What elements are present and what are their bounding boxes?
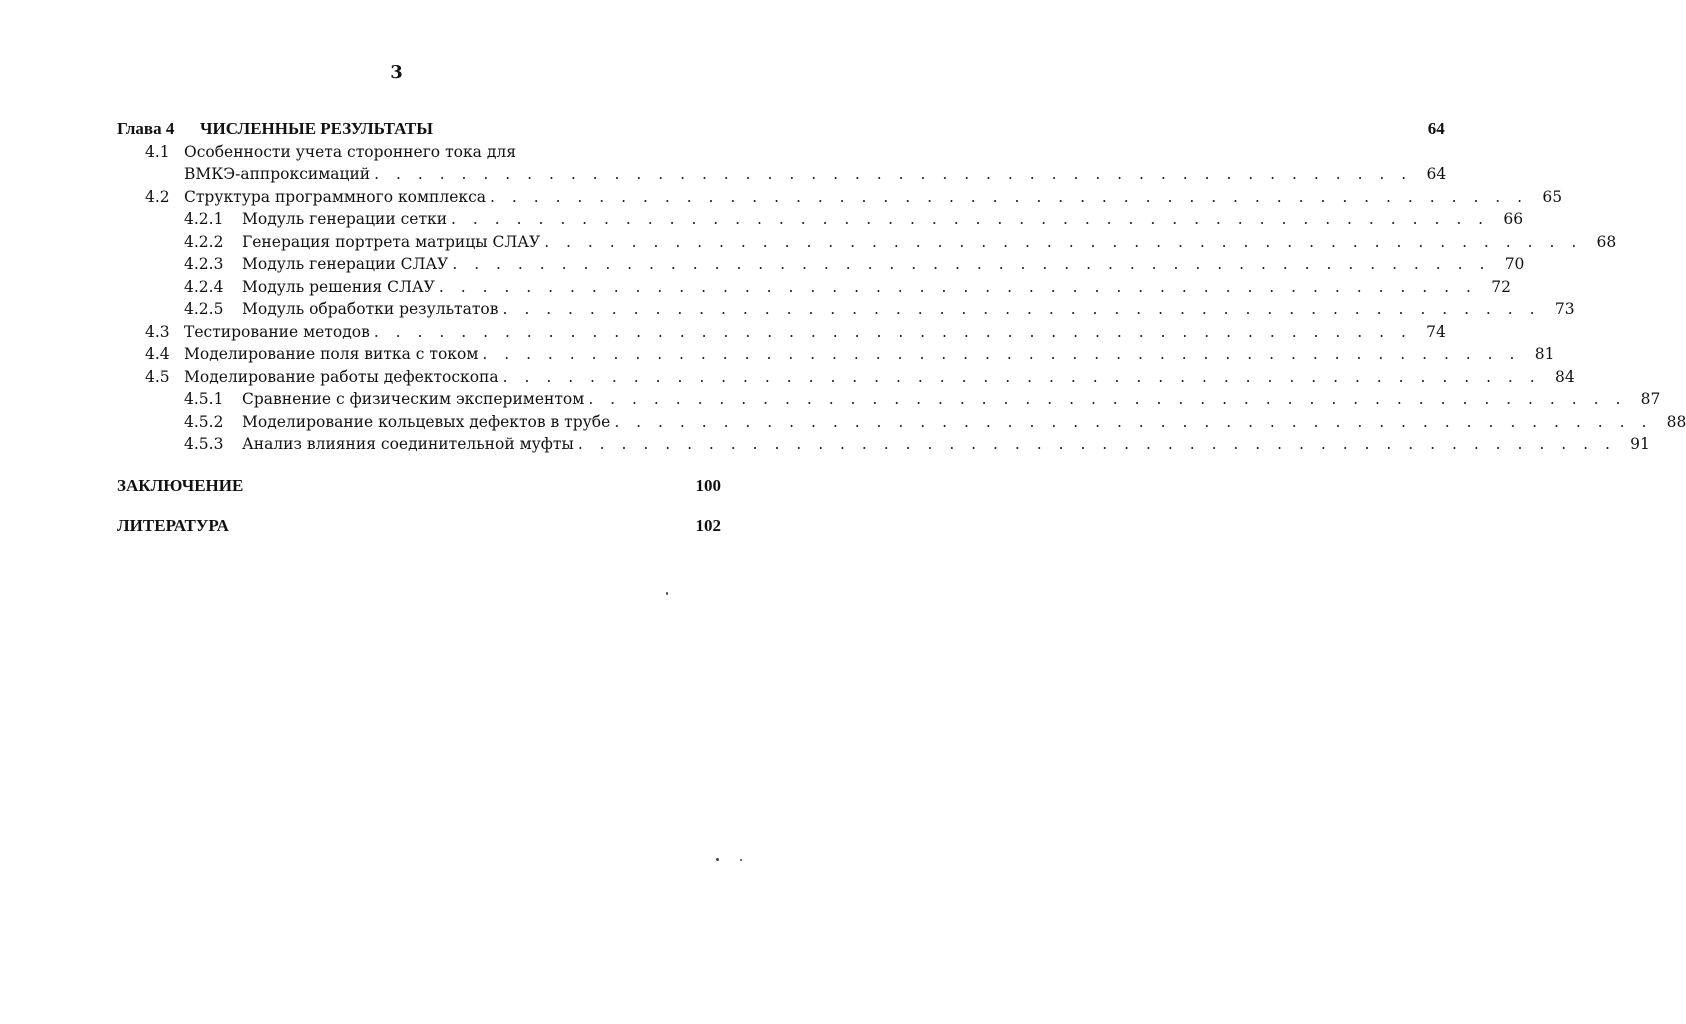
conclusion-page: 100 bbox=[695, 476, 721, 495]
scan-speck bbox=[740, 859, 742, 861]
entry-title: Модуль решения СЛАУ bbox=[242, 277, 435, 296]
chapter-title: ЧИСЛЕННЫЕ РЕЗУЛЬТАТЫ bbox=[200, 119, 433, 138]
toc-entry-4-2-4 bbox=[117, 276, 1511, 299]
scan-speck bbox=[666, 592, 668, 595]
entry-title: Модуль генерации сетки bbox=[242, 210, 448, 228]
entry-title: Модуль генерации СЛАУ bbox=[242, 255, 449, 273]
conclusion-title: ЗАКЛЮЧЕНИЕ bbox=[117, 476, 244, 495]
toc-entry-4-2-1 bbox=[117, 208, 1524, 231]
entry-number: 4.2.4 bbox=[184, 277, 224, 296]
dot-leader: . . . . . . . . . . . . . . . . . . . . . . . . . . . . . . . . . . . . . . . . . . . . . . . . bbox=[482, 345, 1521, 363]
entry-page: 84 bbox=[1554, 367, 1575, 386]
entry-number: 4.2.5 bbox=[184, 300, 224, 318]
entry-title: ВМКЭ-аппроксимаций bbox=[184, 165, 371, 183]
references-page: 102 bbox=[695, 516, 721, 535]
toc-entry-4-5 bbox=[117, 366, 1575, 389]
entry-number: 4.5.2 bbox=[184, 412, 224, 431]
entry-page: 68 bbox=[1596, 232, 1617, 251]
table-of-contents bbox=[117, 118, 1686, 456]
dot-leader: . . . . . . . . . . . . . . . . . . . . . . . . . . . . . . . . . . . . . . . . . . . . . . . . bbox=[452, 255, 1491, 273]
entry-page: 88 bbox=[1666, 412, 1686, 431]
entry-number: 4.5.3 bbox=[184, 435, 224, 453]
entry-number: 4.2.2 bbox=[184, 232, 224, 251]
entry-number: 4.2.3 bbox=[184, 255, 224, 273]
entry-number: 4.1 bbox=[145, 142, 170, 161]
entry-title: Моделирование работы дефектоскопа bbox=[184, 367, 499, 386]
entry-title: Анализ влияния соединительной муфты bbox=[242, 435, 574, 453]
dot-leader: . . . . . . . . . . . . . . . . . . . . . . . . . . . . . . . . . . . . . . . . . . . . . . . . bbox=[614, 412, 1653, 431]
toc-entry-4-1 bbox=[117, 141, 721, 164]
entry-page: 72 bbox=[1491, 277, 1511, 296]
toc-entry-4-5-3 bbox=[117, 433, 1650, 456]
entry-title: Моделирование кольцевых дефектов в трубе bbox=[242, 412, 611, 431]
entry-number: 4.2 bbox=[145, 187, 170, 206]
page-number: 3 bbox=[390, 62, 403, 83]
dot-leader: . . . . . . . . . . . . . . . . . . . . . . . . . . . . . . . . . . . . . . . . . . . . . . . . bbox=[502, 367, 1541, 386]
toc-entry-4-2-2 bbox=[117, 231, 1617, 254]
entry-title: Моделирование поля витка с током bbox=[184, 345, 479, 363]
toc-entry-4-3 bbox=[117, 321, 1446, 344]
toc-entry-4-5-1 bbox=[117, 388, 1661, 411]
entry-page: 65 bbox=[1542, 187, 1563, 206]
entry-number: 4.2.1 bbox=[184, 210, 224, 228]
entry-page: 74 bbox=[1426, 322, 1446, 341]
toc-entry-4-4 bbox=[117, 343, 1555, 366]
entry-title: Тестирование методов bbox=[184, 322, 370, 341]
toc-chapter-4 bbox=[117, 118, 1445, 141]
toc-entry-4-2-3 bbox=[117, 253, 1525, 276]
dot-leader: . . . . . . . . . . . . . . . . . . . . . . . . . . . . . . . . . . . . . . . . . . . . . . . . bbox=[577, 435, 1616, 453]
entry-page: 64 bbox=[1426, 165, 1447, 183]
scan-speck bbox=[716, 858, 719, 861]
references-title: ЛИТЕРАТУРА bbox=[117, 516, 229, 535]
toc-entry-4-2 bbox=[117, 186, 1563, 209]
entry-page: 66 bbox=[1503, 210, 1524, 228]
entry-number: 4.3 bbox=[145, 322, 170, 341]
dot-leader: . . . . . . . . . . . . . . . . . . . . . . . . . . . . . . . . . . . . . . . . . . . . . . . . bbox=[451, 210, 1490, 228]
toc-conclusion bbox=[117, 476, 721, 496]
entry-number: 4.4 bbox=[145, 345, 170, 363]
entry-number: 4.5.1 bbox=[184, 390, 224, 408]
entry-title: Сравнение с физическим экспериментом bbox=[242, 390, 585, 408]
chapter-label: Глава 4 bbox=[117, 119, 175, 138]
entry-page: 73 bbox=[1554, 300, 1575, 318]
dot-leader: . . . . . . . . . . . . . . . . . . . . . . . . . . . . . . . . . . . . . . . . . . . . . . . . bbox=[490, 187, 1529, 206]
dot-leader: . . . . . . . . . . . . . . . . . . . . . . . . . . . . . . . . . . . . . . . . . . . . . . . . bbox=[502, 300, 1541, 318]
entry-title: Структура программного комплекса bbox=[184, 187, 487, 206]
entry-page: 70 bbox=[1504, 255, 1525, 273]
entry-page: 81 bbox=[1534, 345, 1555, 363]
dot-leader: . . . . . . . . . . . . . . . . . . . . . . . . . . . . . . . . . . . . . . . . . . . . . . . . bbox=[544, 232, 1583, 251]
entry-number: 4.5 bbox=[145, 367, 170, 386]
entry-page: 87 bbox=[1640, 390, 1661, 408]
chapter-page: 64 bbox=[1427, 119, 1445, 138]
toc-entry-4-5-2 bbox=[117, 411, 1686, 434]
entry-title: Модуль обработки результатов bbox=[242, 300, 499, 318]
dot-leader: . . . . . . . . . . . . . . . . . . . . . . . . . . . . . . . . . . . . . . . . . . . . . . . . bbox=[588, 390, 1627, 408]
toc-references bbox=[117, 516, 721, 536]
entry-title: Генерация портрета матрицы СЛАУ bbox=[242, 232, 541, 251]
dot-leader: . . . . . . . . . . . . . . . . . . . . . . . . . . . . . . . . . . . . . . . . . . . . . . . . bbox=[373, 322, 1412, 341]
dot-leader: . . . . . . . . . . . . . . . . . . . . . . . . . . . . . . . . . . . . . . . . . . . . . . . . bbox=[438, 277, 1477, 296]
toc-entry-4-2-5 bbox=[117, 298, 1575, 321]
toc-entry-4-1-cont bbox=[117, 163, 1447, 186]
entry-title: Особенности учета стороннего тока для bbox=[184, 142, 517, 161]
entry-page: 91 bbox=[1630, 435, 1650, 453]
dot-leader: . . . . . . . . . . . . . . . . . . . . . . . . . . . . . . . . . . . . . . . . . . . . . . . . bbox=[374, 165, 1413, 183]
